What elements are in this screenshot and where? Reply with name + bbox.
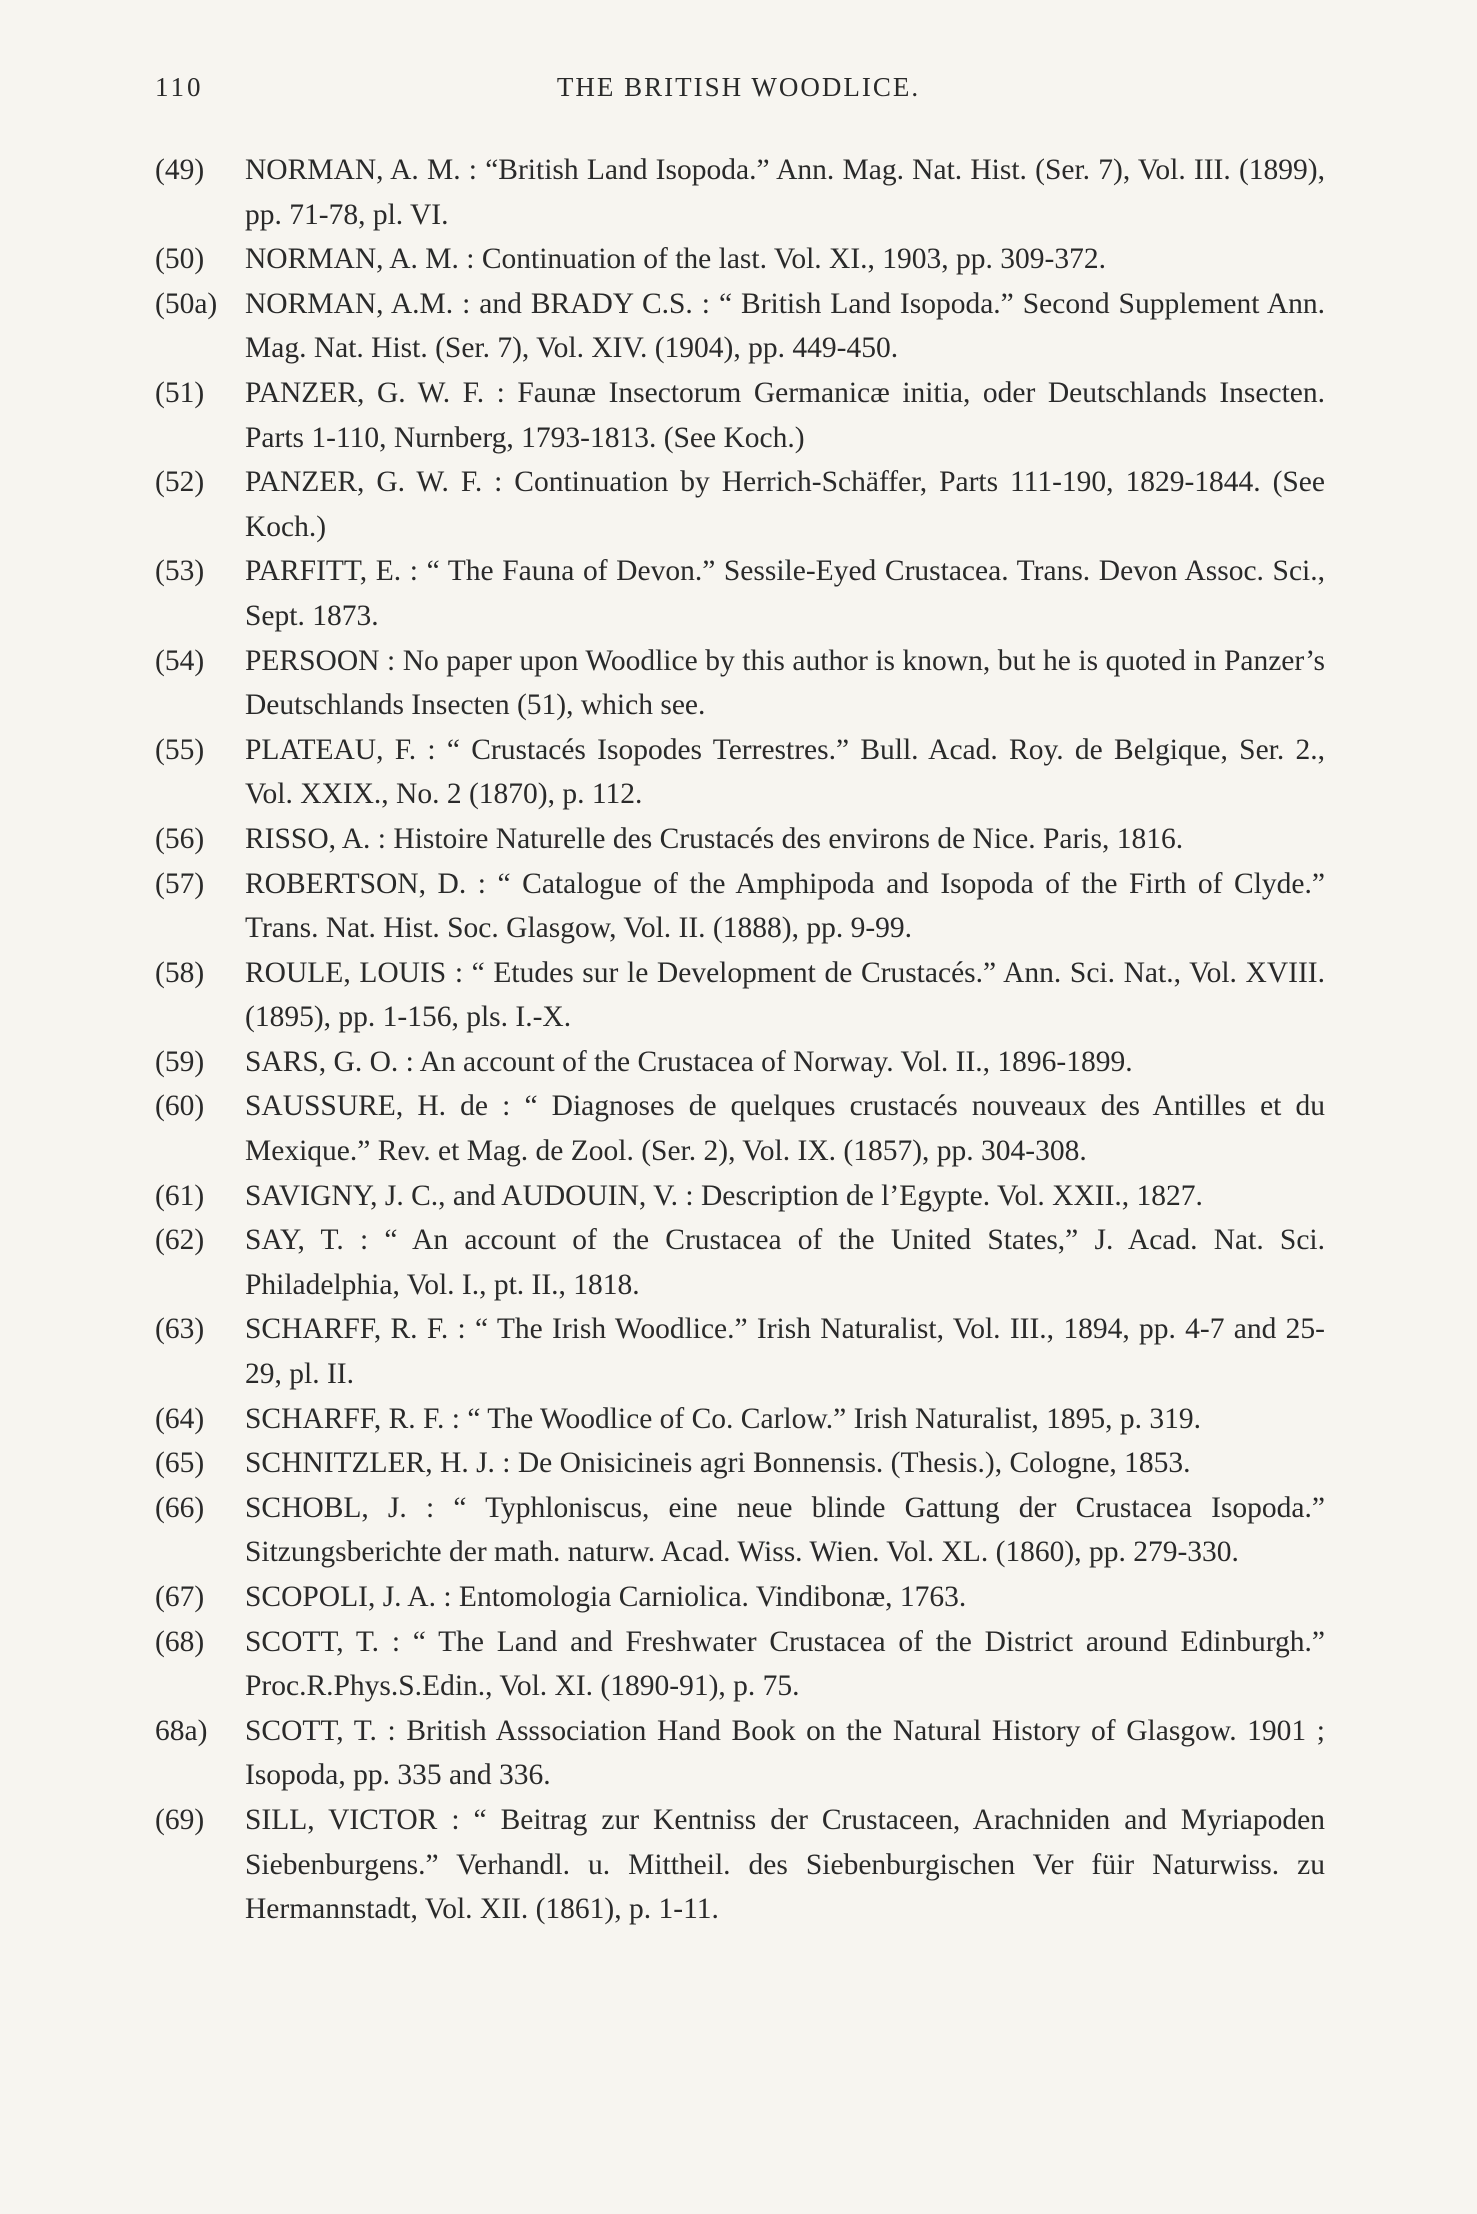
reference-text: SCOTT, T. : “ The Land and Freshwater Crustacea of the District around Edinburgh.” Proc.R.Phys.S.Edin., Vol. XI. (1890-91), p. 75. (245, 1625, 1325, 1703)
reference-entry (155, 1798, 1325, 1932)
page-number: 110 (155, 72, 204, 102)
reference-text: SCHARFF, R. F. : “ The Irish Woodlice.” Irish Naturalist, Vol. III., 1894, pp. 4-7 and 25-29, pl. II. (245, 1313, 1325, 1391)
reference-number: (66) (155, 1491, 205, 1524)
reference-text: ROBERTSON, D. : “ Catalogue of the Amphipoda and Isopoda of the Firth of Clyde.” Trans. Nat. Hist. Soc. Glasgow, Vol. II. (1888), pp. 9-99. (245, 867, 1325, 945)
reference-text: PANZER, G. W. F. : Faunæ Insectorum Germanicæ initia, oder Deutschlands Insecten. Parts 1-110, Nurnberg, 1793-1813. (See Koch.) (245, 376, 1325, 454)
reference-entry (155, 148, 1325, 237)
reference-text: PERSOON : No paper upon Woodlice by this author is known, but he is quoted in Panzer’s Deutschlands Insecten (51), which see. (245, 644, 1325, 722)
reference-entry (155, 862, 1325, 951)
reference-number: (49) (155, 154, 205, 186)
reference-list (155, 148, 1325, 1932)
reference-entry (155, 639, 1325, 728)
reference-number: (67) (155, 1581, 205, 1613)
reference-entry (155, 1709, 1325, 1798)
reference-text: NORMAN, A. M. : “British Land Isopoda.” Ann. Mag. Nat. Hist. (Ser. 7), Vol. III. (1899), pp. 71-78, pl. VI. (245, 154, 1325, 231)
reference-number: (50a) (155, 287, 218, 320)
reference-text: SAY, T. : “ An account of the Crustacea of the United States,” J. Acad. Nat. Sci. Philadelphia, Vol. I., pt. II., 1818. (245, 1224, 1325, 1301)
reference-number: (54) (155, 644, 205, 677)
reference-text: NORMAN, A. M. : Continuation of the last. Vol. XI., 1903, pp. 309-372. (245, 243, 1106, 276)
reference-text: SCOPOLI, J. A. : Entomologia Carniolica. Vindibonæ, 1763. (245, 1581, 967, 1613)
reference-entry (155, 371, 1325, 460)
reference-number: (61) (155, 1179, 205, 1212)
reference-number: (55) (155, 733, 205, 766)
reference-number: (69) (155, 1803, 205, 1836)
reference-number: (59) (155, 1045, 205, 1078)
reference-entry (155, 1441, 1325, 1486)
reference-number: (52) (155, 466, 205, 499)
reference-number: (64) (155, 1402, 205, 1435)
reference-entry (155, 1174, 1325, 1219)
reference-text: SCOTT, T. : British Asssociation Hand Book on the Natural History of Glasgow. 1901 ; Isopoda, pp. 335 and 336. (245, 1714, 1325, 1792)
reference-entry (155, 1397, 1325, 1442)
reference-text: SCHOBL, J. : “ Typhloniscus, eine neue blinde Gattung der Crustacea Isopoda.” Sitzungsberichte der math. naturw. Acad. Wiss. Wien. Vol. XL. (1860), pp. 279-330. (245, 1491, 1325, 1569)
reference-number: (62) (155, 1224, 205, 1257)
reference-number: (50) (155, 243, 205, 276)
reference-entry (155, 1575, 1325, 1620)
reference-number: (63) (155, 1313, 205, 1346)
reference-number: (51) (155, 376, 205, 409)
reference-entry (155, 817, 1325, 862)
reference-entry (155, 1486, 1325, 1575)
reference-text: PLATEAU, F. : “ Crustacés Isopodes Terrestres.” Bull. Acad. Roy. de Belgique, Ser. 2., Vol. XXIX., No. 2 (1870), p. 112. (245, 733, 1325, 811)
reference-entry (155, 282, 1325, 371)
reference-text: SARS, G. O. : An account of the Crustacea of Norway. Vol. II., 1896-1899. (245, 1045, 1133, 1078)
reference-number: (53) (155, 555, 205, 588)
reference-text: SILL, VICTOR : “ Beitrag zur Kentniss der Crustaceen, Arachniden and Myriapoden Siebenburgens.” Verhandl. u. Mittheil. des Siebenburgischen Ver füir Naturwiss. zu Hermannstadt, Vol. XII. (1861), p. 1-11. (245, 1803, 1325, 1926)
reference-entry (155, 1084, 1325, 1173)
reference-entry (155, 951, 1325, 1040)
reference-number: (57) (155, 867, 205, 900)
reference-number: (60) (155, 1090, 205, 1123)
reference-entry (155, 460, 1325, 549)
reference-text: PARFITT, E. : “ The Fauna of Devon.” Sessile-Eyed Crustacea. Trans. Devon Assoc. Sci., Sept. 1873. (245, 555, 1325, 632)
reference-entry (155, 1307, 1325, 1396)
reference-text: PANZER, G. W. F. : Continuation by Herrich-Schäffer, Parts 111-190, 1829-1844. (See Koch.) (245, 466, 1325, 543)
reference-text: SCHARFF, R. F. : “ The Woodlice of Co. Carlow.” Irish Naturalist, 1895, p. 319. (245, 1402, 1201, 1435)
reference-number: (58) (155, 956, 205, 989)
reference-entry (155, 1040, 1325, 1085)
reference-text: RISSO, A. : Histoire Naturelle des Crustacés des environs de Nice. Paris, 1816. (245, 822, 1184, 855)
reference-text: SAVIGNY, J. C., and AUDOUIN, V. : Description de l’Egypte. Vol. XXII., 1827. (245, 1179, 1203, 1212)
reference-entry (155, 1620, 1325, 1709)
reference-entry (155, 549, 1325, 638)
reference-entry (155, 728, 1325, 817)
reference-number: (68) (155, 1625, 205, 1658)
reference-text: ROULE, LOUIS : “ Etudes sur le Development de Crustacés.” Ann. Sci. Nat., Vol. XVIII. (1895), pp. 1-156, pls. I.-X. (245, 956, 1325, 1034)
reference-entry (155, 237, 1325, 282)
running-title: THE BRITISH WOODLICE. (556, 72, 921, 102)
reference-number: (56) (155, 822, 205, 855)
reference-number: 68a) (155, 1714, 208, 1747)
reference-text: NORMAN, A.M. : and BRADY C.S. : “ British Land Isopoda.” Second Supplement Ann. Mag. Nat. Hist. (Ser. 7), Vol. XIV. (1904), pp. 449-450. (245, 287, 1325, 365)
reference-text: SAUSSURE, H. de : “ Diagnoses de quelques crustacés nouveaux des Antilles et du Mexique.” Rev. et Mag. de Zool. (Ser. 2), Vol. IX. (1857), pp. 304-308. (245, 1090, 1325, 1168)
reference-number: (65) (155, 1447, 205, 1480)
reference-text: SCHNITZLER, H. J. : De Onisicineis agri Bonnensis. (Thesis.), Cologne, 1853. (245, 1447, 1191, 1480)
reference-entry (155, 1218, 1325, 1307)
